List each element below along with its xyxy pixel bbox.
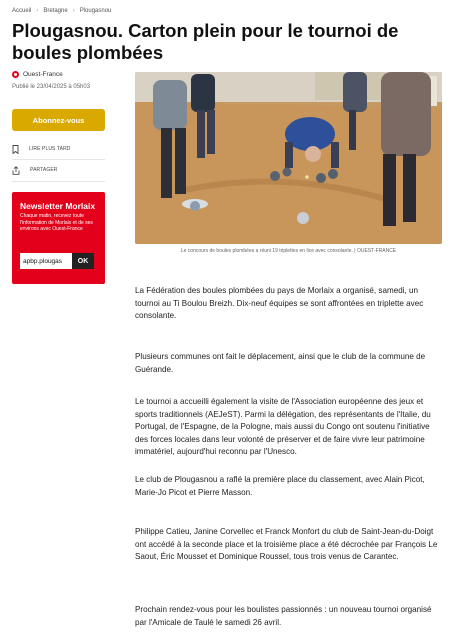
breadcrumb-region[interactable]: Bretagne [43, 8, 68, 14]
publish-date: Publié le 23/04/2025 à 05h03 [12, 84, 91, 90]
source-name[interactable]: Ouest-France [23, 71, 63, 78]
article-paragraph: Prochain rendez-vous pour les boulistes passionnés : un nouveau tournoi organisé par l'Amicale de Taulé le samedi 26 avril. [135, 605, 432, 627]
newsletter-title: Newsletter Morlaix [20, 201, 96, 211]
bookmark-icon [12, 145, 19, 154]
divider [12, 181, 105, 182]
share-label: PARTAGER [30, 167, 58, 173]
read-later-label: LIRE PLUS TARD [29, 146, 71, 152]
photo-caption: Le concours de boules plombées a réuni 19 triplettes en lice avec consolante. | OUEST-FRANCE [180, 248, 397, 254]
share-icon [12, 166, 20, 175]
read-later-button[interactable] [12, 139, 105, 159]
subscribe-button[interactable]: Abonnez-vous [12, 109, 105, 131]
newsletter-ok-button[interactable]: OK [72, 253, 94, 269]
ouest-france-logo-icon [12, 71, 19, 78]
breadcrumb-separator: › [72, 8, 75, 14]
article-photo [135, 72, 442, 244]
newsletter-signup [12, 192, 105, 284]
breadcrumb-home[interactable]: Accueil [12, 8, 32, 14]
article-title: Plougasnou. Carton plein pour le tournoi de boules plombées [12, 20, 399, 63]
article-paragraph: Le tournoi a accueilli également la visite de l'Association européenne des jeux et sports traditionnels (AEJeST). Parmi la délégation, des représentants de l'Italie, du Portugal, de l'Espagne, de la Pologne, mais aussi du Congo ont soutenu l'initiative des forces locales dans leur volonté de préserver et de faire vivre leur patrimoine immatériel, aujourd'hui reconnu par l'Unesco. [135, 397, 431, 456]
newsletter-email-input[interactable]: apbp.plougas [20, 253, 72, 269]
article-paragraph: Philippe Catieu, Janine Corvellec et Franck Monfort du club de Saint-Jean-du-Doigt ont accédé à la seconde place et la troisième place a été décrochée par François Le Saout, Éric Mousset et Dominique Roussel, tous trois venus de Carantec. [135, 527, 438, 561]
boules-photo-illustration [135, 72, 442, 244]
newsletter-description: Chaque matin, recevez toute l'information de Morlaix et de ses environs avec Ouest-France [20, 213, 93, 232]
breadcrumb-town[interactable]: Plougasnou [79, 8, 112, 14]
article-source [12, 71, 63, 78]
breadcrumb-separator: › [36, 8, 39, 14]
share-button[interactable] [12, 160, 105, 180]
article-paragraph: Le club de Plougasnou a raflé la première place du classement, avec Alain Picot, Marie-Jo Picot et Pierre Masson. [135, 475, 425, 497]
article-paragraph: Plusieurs communes ont fait le déplacement, ainsi que le club de la commune de Guérande. [135, 352, 426, 374]
article-paragraph: La Fédération des boules plombées du pays de Morlaix a organisé, samedi, un tournoi au Ti Boulou Breizh. Dix-neuf équipes se sont affrontées en triplette avec consolante. [135, 286, 424, 320]
breadcrumb [12, 8, 111, 14]
